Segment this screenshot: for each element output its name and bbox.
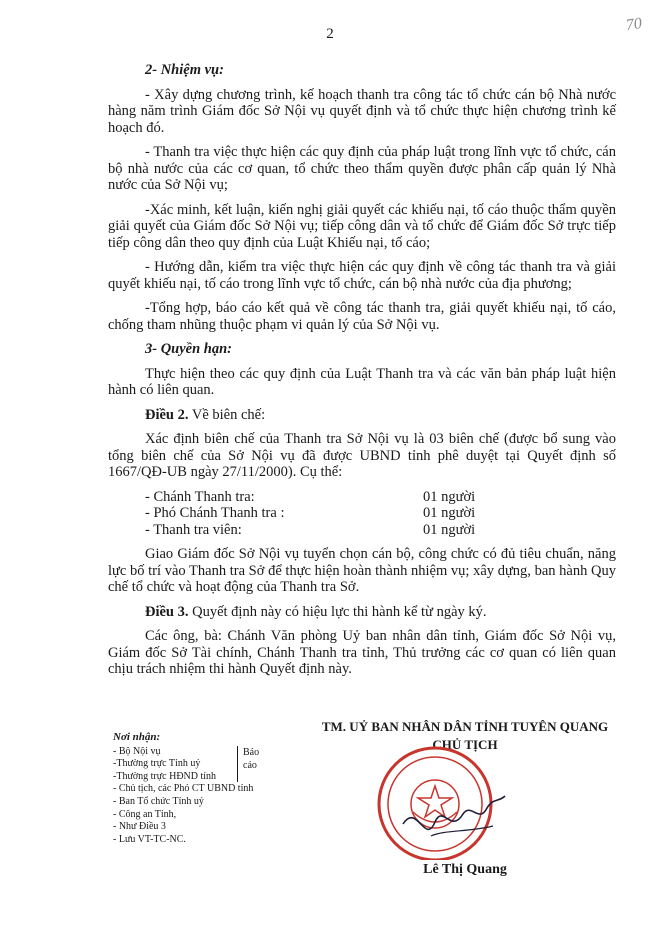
powers-heading: 3- Quyền hạn: — [145, 341, 233, 357]
signing-title: CHỦ TỊCH — [432, 737, 498, 752]
recipient-item: - Lưu VT-TC-NC. — [113, 833, 186, 845]
article-2-heading — [108, 407, 616, 424]
document-body — [108, 62, 616, 686]
official-seal-icon — [373, 742, 511, 860]
staff-count: 01 người — [423, 505, 476, 521]
recipient-item: -Thường trực Tỉnh uỷ — [113, 758, 201, 770]
article-3-heading — [108, 604, 616, 621]
bao-cao-label: Báo cáo — [243, 746, 260, 771]
staff-row — [145, 505, 616, 522]
article-2-label: Điều 2. — [145, 406, 189, 423]
duties-heading: 2- Nhiệm vụ: — [145, 62, 224, 78]
staff-count: 01 người — [423, 521, 476, 538]
bracket-line — [237, 746, 238, 782]
duty-item: - Xây dựng chương trình, kế hoạch thanh tra công tác tổ chức cán bộ Nhà nước hàng năm trình Giám đốc Sở Nội vụ quyết định và tổ chức thực hiện chương trình kế hoạch đó. — [108, 86, 616, 136]
page-number: 2 — [326, 26, 334, 42]
duty-item: -Xác minh, kết luận, kiến nghị giải quyết các khiếu nại, tố cáo thuộc thẩm quyền giải quyết của Giám đốc Sở Nội vụ; tiếp công dân và tổ chức để Giám đốc Sở trực tiếp tiếp công dân theo quy định của Luật Khiếu nại, tố cáo; — [108, 201, 616, 251]
recipient-item: - Công an Tỉnh, — [113, 808, 177, 820]
report-recipients — [113, 746, 313, 784]
handwritten-page-mark: 70 — [624, 14, 644, 35]
staff-list — [145, 489, 616, 539]
signer-name: Lê Thị Quang — [423, 862, 507, 877]
article-3-label: Điều 3. — [145, 603, 189, 620]
article-2-title: Về biên chế: — [188, 406, 266, 423]
staff-row — [145, 522, 616, 539]
signing-org: TM. UỶ BAN NHÂN DÂN TỈNH TUYÊN QUANG — [321, 719, 609, 734]
recipient-item: - Ban Tổ chức Tỉnh uỷ — [113, 795, 204, 807]
recipients-block — [113, 731, 313, 846]
recipients-title: Nơi nhận: — [113, 731, 161, 743]
recipient-item: - Như Điều 3 — [113, 821, 166, 833]
staff-role: - Thanh tra viên: — [145, 521, 242, 538]
duty-item: -Tổng hợp, báo cáo kết quả về công tác thanh tra, giải quyết khiếu nại, tố cáo, chống tham nhũng thuộc phạm vi quản lý của Sở Nội vụ. — [108, 300, 616, 333]
duty-item: - Hướng dẫn, kiểm tra việc thực hiện các quy định về công tác thanh tra và giải quyết khiếu nại, tố cáo trong lĩnh vực tổ chức, cán bộ nhà nước của địa phương; — [108, 259, 616, 292]
article-3-responsibility: Các ông, bà: Chánh Văn phòng Uỷ ban nhân dân tỉnh, Giám đốc Sở Nội vụ, Giám đốc Sở Tài chính, Chánh Thanh tra tỉnh, Thủ trưởng các cơ quan có liên quan chịu trách nhiệm thi hành Quyết định này. — [108, 628, 616, 677]
staff-count: 01 người — [423, 488, 476, 505]
recipient-item: -Thường trực HĐND tỉnh — [113, 770, 217, 782]
staff-row — [145, 489, 616, 506]
article-2-assignment: Giao Giám đốc Sở Nội vụ tuyển chọn cán bộ, công chức có đủ tiêu chuẩn, năng lực bố trí vào Thanh tra Sở để thực hiện hoàn thành nhiệm vụ; xây dựng, ban hành Quy chế tổ chức và hoạt động của Thanh tra Sở. — [108, 546, 616, 595]
article-3-text: Quyết định này có hiệu lực thi hành kể từ ngày ký. — [188, 603, 487, 620]
recipient-item: - Chủ tịch, các Phó CT UBND tỉnh — [113, 783, 254, 795]
article-2-intro: Xác định biên chế của Thanh tra Sở Nội vụ là 03 biên chế (được bổ sung vào tổng biên chế của Sở Nội vụ đã được UBND tỉnh phê duyệt tại Quyết định số 1667/QĐ-UB ngày 27/11/2000). Cụ thể: — [108, 431, 616, 480]
powers-text: Thực hiện theo các quy định của Luật Thanh tra và các văn bản pháp luật hiện hành có liên quan. — [108, 365, 616, 398]
staff-role: - Phó Chánh Thanh tra : — [145, 505, 285, 521]
recipient-item: - Bộ Nội vụ — [113, 745, 161, 757]
duty-item: - Thanh tra việc thực hiện các quy định của pháp luật trong lĩnh vực tổ chức, cán bộ nhà nước của các cơ quan, tổ chức theo thẩm quyền được phân cấp quản lý Nhà nước của Sở Nội vụ; — [108, 144, 616, 193]
staff-role: - Chánh Thanh tra: — [145, 488, 255, 505]
